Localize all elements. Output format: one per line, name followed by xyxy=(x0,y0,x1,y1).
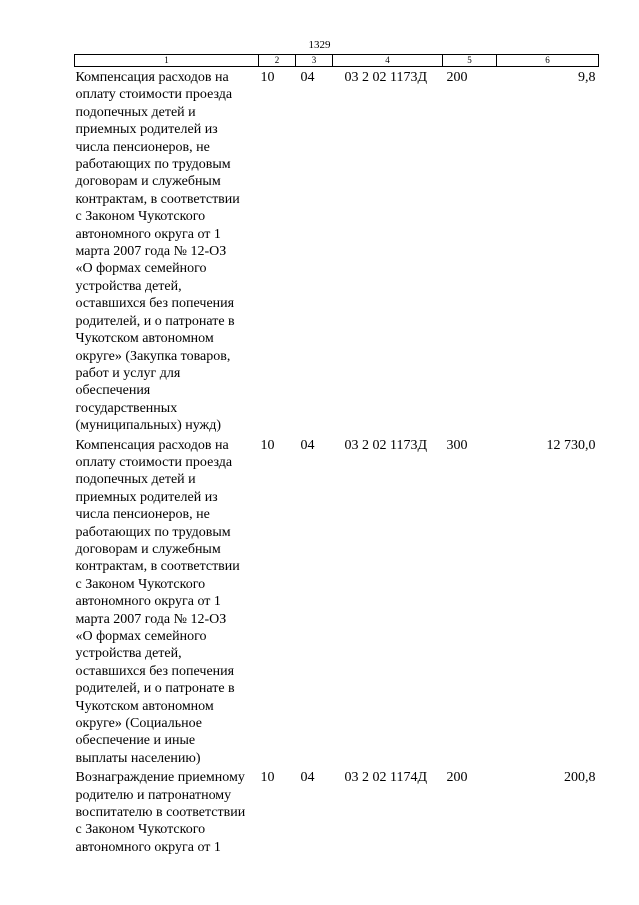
row-amount: 12 730,0 xyxy=(546,437,596,453)
budget-table xyxy=(74,54,599,856)
header-col-1: 1 xyxy=(75,55,259,67)
row-section: 10 xyxy=(260,437,275,453)
row-description: Вознаграждение приемному родителю и патронатному воспитателю в соответствии с Законом Чукотского автономного округа от 1 xyxy=(75,770,246,855)
table-row xyxy=(75,67,599,435)
table-header xyxy=(75,55,599,67)
row-target-code: 03 2 02 1173Д xyxy=(344,70,428,85)
row-section: 10 xyxy=(260,70,275,85)
table-row xyxy=(75,767,599,856)
row-description: Компенсация расходов на оплату стоимости проезда подопечных детей и приемных родителей из числа пенсионеров, не работающих по трудовым договорам и служебным контрактам, в соответствии с Законом Чукотского автономного округа от 1 марта 2007 года № 12-ОЗ «О формах семейного устройства детей, оставшихся без попечения родителей, и о патронате в Чукотском автономном округе» (Социальное обеспечение и иные выплаты населению) xyxy=(75,437,240,766)
header-col-6: 6 xyxy=(497,55,599,67)
page-number: 1329 xyxy=(308,39,331,51)
row-expense-type: 300 xyxy=(446,437,468,453)
row-subsection: 04 xyxy=(300,70,315,85)
row-subsection: 04 xyxy=(300,770,315,786)
row-amount: 200,8 xyxy=(564,770,596,786)
row-target-code: 03 2 02 1173Д xyxy=(344,437,428,453)
header-col-3: 3 xyxy=(296,55,333,67)
row-section: 10 xyxy=(260,770,275,786)
header-col-4: 4 xyxy=(333,55,443,67)
header-col-5: 5 xyxy=(443,55,497,67)
table-body xyxy=(75,67,599,857)
row-subsection: 04 xyxy=(300,437,315,453)
row-amount: 9,8 xyxy=(578,70,596,85)
table-row xyxy=(75,435,599,768)
header-col-2: 2 xyxy=(259,55,296,67)
row-target-code: 03 2 02 1174Д xyxy=(344,770,428,786)
header-row xyxy=(75,55,599,67)
row-expense-type: 200 xyxy=(446,70,468,85)
row-expense-type: 200 xyxy=(446,770,468,786)
row-description: Компенсация расходов на оплату стоимости проезда подопечных детей и приемных родителей из числа пенсионеров, не работающих по трудовым договорам и служебным контрактам, в соответствии с Законом Чукотского автономного округа от 1 марта 2007 года № 12-ОЗ «О формах семейного устройства детей, оставшихся без попечения родителей, и о патронате в Чукотском автономном округе» (Закупка товаров, работ и услуг для обеспечения государственных (муниципальных) нужд) xyxy=(75,70,240,434)
